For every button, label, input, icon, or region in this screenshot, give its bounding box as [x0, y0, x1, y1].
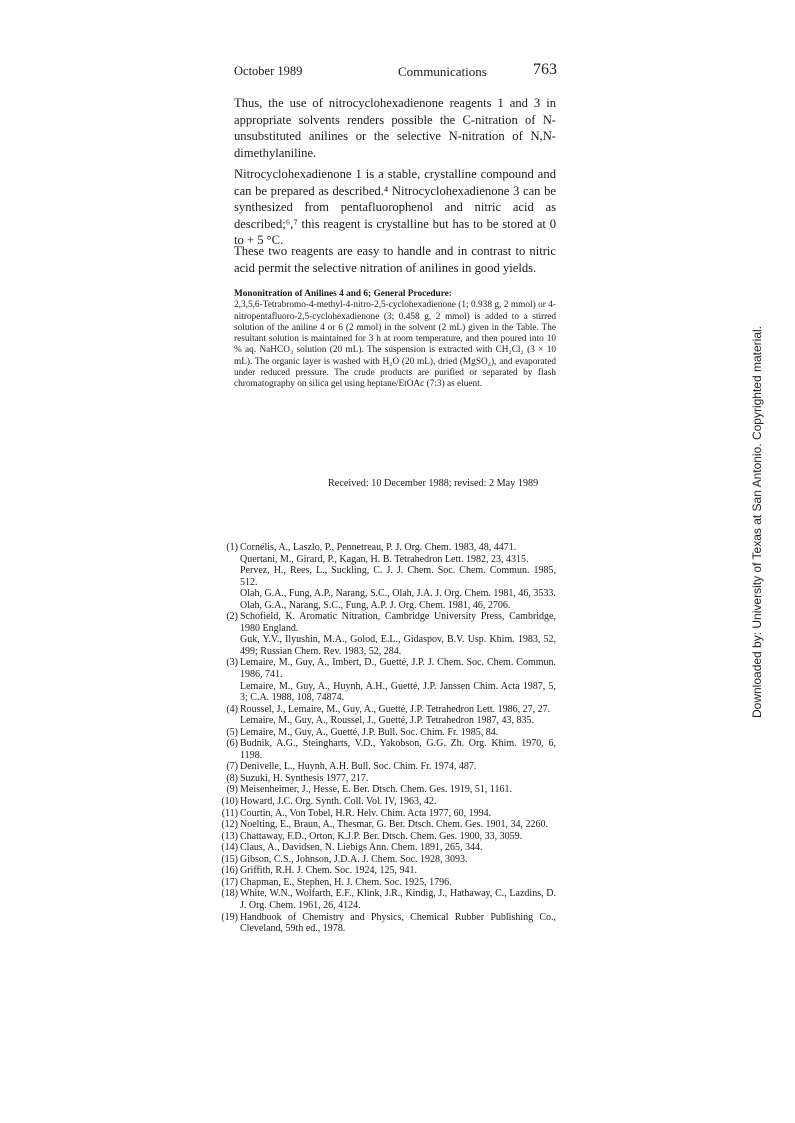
reference-number: (2) — [226, 611, 238, 623]
received-dates: Received: 10 December 1988; revised: 2 May 1989 — [328, 478, 539, 489]
reference-number: (7) — [226, 761, 238, 773]
reference-citation: Quertani, M., Girard, P., Kagan, H. B. Tetrahedron Lett. 1982, 23, 4315. — [240, 553, 529, 565]
reference-citation: Roussel, J., Lemaire, M., Guy, A., Guetté, J.P. Tetrahedron Lett. 1986, 27, 27. — [240, 703, 551, 715]
reference-list — [218, 542, 556, 935]
reference-citation: Denivelle, L., Huynh, A.H. Bull. Soc. Chim. Fr. 1974, 487. — [240, 761, 477, 773]
reference-item — [218, 784, 556, 796]
reference-number: (10) — [221, 796, 238, 808]
reference-number: (14) — [221, 842, 238, 854]
reference-number: (19) — [221, 911, 238, 923]
reference-citation: Olah, G.A., Fung, A.P., Narang, S.C., Olah, J.A. J. Org. Chem. 1981, 46, 3533. — [240, 588, 556, 600]
reference-item — [218, 738, 556, 761]
paragraph-text: Thus, the use of nitrocyclohexadienone reagents 1 and 3 in appropriate solvents renders possible the C-nitration of N-unsubstituted anilines or the selective N-nitration of N,N-dimethylaniline. — [234, 96, 556, 160]
reference-number: (15) — [221, 853, 238, 865]
reference-citation: Noelting, E., Braun, A., Thesmar, G. Ber. Dtsch. Chem. Ges. 1901, 34, 2260. — [240, 819, 548, 831]
reference-item — [218, 611, 556, 657]
reference-citation: Lemaire, M., Guy, A., Huynh, A.H., Guetté, J.P. Janssen Chim. Acta 1987, 5, 3; C.A. 1988, 108, 74874. — [240, 680, 556, 704]
reference-number: (11) — [221, 807, 238, 819]
reference-number: (5) — [226, 726, 238, 738]
running-header-date: October 1989 — [234, 64, 303, 78]
reference-number: (3) — [226, 657, 238, 669]
reference-item — [218, 819, 556, 831]
reference-citation: Schofield, K. Aromatic Nitration, Cambridge University Press, Cambridge, 1980 England. — [240, 611, 556, 634]
reference-item — [218, 831, 556, 843]
body-paragraph-2 — [234, 166, 556, 249]
reference-citation: Courtin, A., Von Tobel, H.R. Helv. Chim. Acta 1977, 60, 1994. — [240, 807, 492, 819]
paragraph-text: These two reagents are easy to handle and in contrast to nitric acid permit the selective nitration of anilines in good yields. — [234, 244, 556, 275]
reference-item — [218, 912, 556, 935]
reference-citation: Claus, A., Davidsen, N. Liebigs Ann. Chem. 1891, 265, 344. — [240, 842, 483, 854]
reference-citation: White, W.N., Wolfarth, E.F., Klink, J.R., Kindig, J., Hathaway, C., Lazdins, D. J. Org. Chem. 1961, 26, 4124. — [240, 888, 556, 911]
reference-citation: Gibson, C.S., Johnson, J.D.A. J. Chem. Soc. 1928, 3093. — [240, 853, 468, 865]
reference-citation: Olah, G.A., Narang, S.C., Fung, A.P. J. Org. Chem. 1981, 46, 2706. — [240, 599, 511, 611]
body-paragraph-3 — [234, 243, 556, 276]
reference-number: (1) — [226, 542, 238, 553]
reference-citation: Lemaire, M., Guy, A., Guetté, J.P. Bull. Soc. Chim. Fr. 1985, 84. — [240, 726, 499, 738]
download-watermark: Downloaded by: University of Texas at San Antonio. Copyrighted material. — [750, 326, 764, 718]
reference-number: (13) — [221, 830, 238, 842]
body-paragraph-1 — [234, 95, 556, 161]
reference-citation: Chattaway, F.D., Orton, K.J.P. Ber. Dtsch. Chem. Ges. 1900, 33, 3059. — [240, 830, 523, 842]
reference-citation: Lemaire, M., Guy, A., Roussel, J., Guetté, J.P. Tetrahedron 1987, 43, 835. — [240, 715, 534, 727]
reference-citation: Handbook of Chemistry and Physics, Chemical Rubber Publishing Co., Cleveland, 59th ed., 1978. — [240, 911, 556, 935]
reference-citation: Cornélis, A., Laszlo, P., Pennetreau, P. J. Org. Chem. 1983, 48, 4471. — [240, 542, 517, 553]
reference-number: (9) — [226, 784, 238, 796]
procedure-body: 2,3,5,6-Tetrabromo-4-methyl-4-nitro-2,5-cyclohexadienone (1; 0.938 g, 2 mmol) or 4-nitropentafluoro-2,5-cyclohexadienone (3; 0.458 g, 2 mmol) is added to a stirred solution of the aniline 4 or 6 (2 mmol) in the solvent (2 mL) given in the Table. The resultant solution is maintained for 3 h at room temperature, and then poured into 10 % aq. NaHCO₃ solution (20 mL). The suspension is extracted with CH₂Cl₂ (3 × 10 mL). The organic layer is washed with H₂O (20 mL), dried (MgSO₄), and evaporated under reduced pressure. The crude products are purified or separated by flash chromatography on silica gel using heptane/EtOAc (7:3) as eluent. — [234, 300, 556, 390]
reference-number: (6) — [226, 738, 238, 750]
reference-citation: Meisenheimer, J., Hesse, E. Ber. Dtsch. Chem. Ges. 1919, 51, 1161. — [240, 784, 512, 796]
reference-number: (4) — [226, 703, 238, 715]
reference-citation: Guk, Y.V., Ilyushin, M.A., Golod, E.L., Gidaspov, B.V. Usp. Khim. 1983, 52, 499; Russian Chem. Rev. 1983, 52, 284. — [240, 634, 556, 657]
reference-item — [218, 865, 556, 877]
reference-item — [218, 877, 556, 889]
reference-item — [218, 727, 556, 739]
page-number: 763 — [533, 61, 557, 78]
reference-citation: Griffith, R.H. J. Chem. Soc. 1924, 125, 941. — [240, 865, 418, 877]
reference-number: (8) — [226, 772, 238, 784]
paragraph-text: Nitrocyclohexadienone 1 is a stable, crystalline compound and can be prepared as described.⁴ Nitrocyclohexadienone 3 can be synthesized from pentafluorophenol and nitric acid as described;⁶,⁷ this reagent is crystalline but has to be stored at 0 to + 5 °C. — [234, 167, 556, 248]
reference-item — [218, 761, 556, 773]
reference-citation: Chapman, E., Stephen, H. J. Chem. Soc. 1925, 1796. — [240, 876, 452, 888]
reference-citation: Suzuki, H. Synthesis 1977, 217. — [240, 772, 369, 784]
reference-item — [218, 888, 556, 911]
reference-item — [218, 773, 556, 785]
experimental-procedure — [234, 289, 556, 391]
reference-item — [218, 808, 556, 820]
reference-item — [218, 854, 556, 866]
reference-item — [218, 657, 556, 703]
reference-number: (12) — [221, 819, 238, 831]
reference-item — [218, 542, 556, 611]
reference-citation: Howard, J.C. Org. Synth. Coll. Vol. IV, 1963, 42. — [240, 796, 437, 808]
procedure-title: Mononitration of Anilines 4 and 6; General Procedure: — [234, 289, 452, 299]
reference-number: (18) — [221, 888, 238, 900]
reference-number: (17) — [221, 876, 238, 888]
reference-citation: Budnik, A.G., Steingharts, V.D., Yakobson, G.G. Zh. Org. Khim. 1970, 6, 1198. — [240, 738, 556, 761]
reference-item — [218, 796, 556, 808]
running-header-section: Communications — [398, 64, 487, 79]
reference-citation: Pervez, H., Rees, L., Suckling, C. J. J. Chem. Soc. Chem. Commun. 1985, 512. — [240, 565, 556, 588]
reference-number: (16) — [221, 865, 238, 877]
reference-citation: Lemaire, M., Guy, A., Imbert, D., Guetté, J.P. J. Chem. Soc. Chem. Commun. 1986, 741. — [240, 657, 556, 681]
reference-item — [218, 704, 556, 727]
reference-item — [218, 842, 556, 854]
